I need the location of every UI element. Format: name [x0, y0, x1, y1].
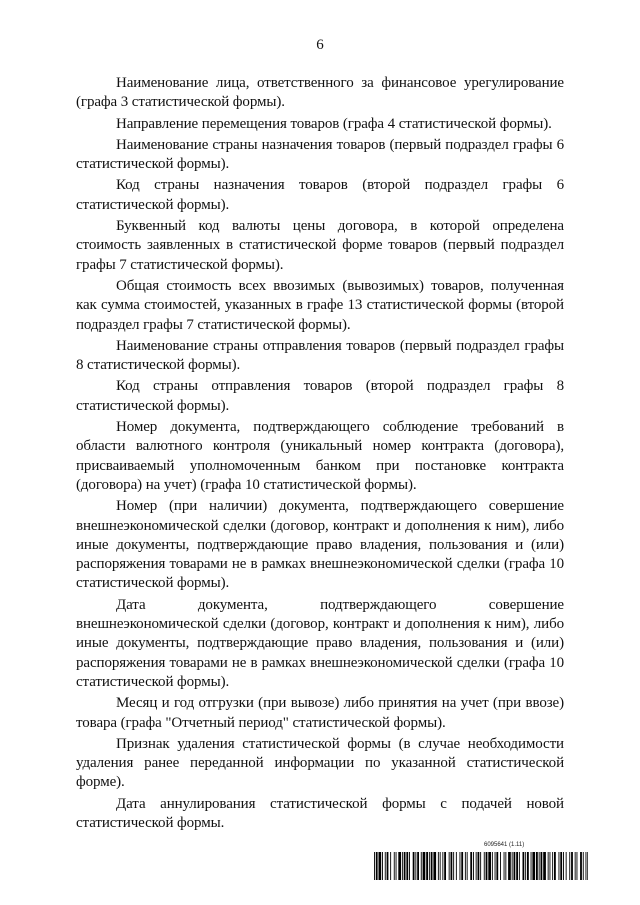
paragraph-dispatch-country-code: Код страны отправления товаров (второй подраздел графы 8 статистической формы).	[76, 378, 564, 414]
paragraph-currency-control-document: Номер документа, подтверждающего соблюдение требований в области валютного контроля (уникальный номер контракта (договора), присваиваемый уполномоченным банком при постановке контракта (договора) на учет) (графа 10 статистической формы).	[76, 419, 564, 493]
paragraph-total-value: Общая стоимость всех ввозимых (вывозимых) товаров, полученная как сумма стоимостей, указанных в графе 13 статистической формы (второй подраздел графы 7 статистической формы).	[76, 277, 564, 333]
barcode-label: 6095641 (1.11)	[484, 842, 525, 848]
document-body	[76, 74, 564, 835]
paragraph-deletion-flag: Признак удаления статистической формы (в случае необходимости удаления ранее переданной информации по указанной статистической форме).	[76, 735, 564, 791]
paragraph-responsible-person: Наименование лица, ответственного за финансовое урегулирование (графа 3 статистической формы).	[76, 75, 564, 111]
paragraph-destination-country-name: Наименование страны назначения товаров (первый подраздел графы 6 статистической формы).	[76, 136, 564, 173]
paragraph-destination-country-code: Код страны назначения товаров (второй подраздел графы 6 статистической формы).	[76, 177, 564, 213]
paragraph-cancellation-date: Дата аннулирования статистической формы с подачей новой статистической формы.	[76, 795, 564, 831]
paragraph-deal-document-date: Дата документа, подтверждающего совершение внешнеэкономической сделки (договор, контракт и дополнения к ним), либо иные документы, подтверждающие право владения, пользования и (или) распоряжения товарами не в рамках внешнеэкономической сделки (графа 10 статистической формы).	[76, 596, 564, 690]
paragraph-movement-direction: Направление перемещения товаров (графа 4 статистической формы).	[116, 115, 552, 132]
paragraph-deal-document-number: Номер (при наличии) документа, подтверждающего совершение внешнеэкономической сделки (договор, контракт и дополнения к ним), либо иные документы, подтверждающие право владения, пользования и (или) распоряжения товарами не в рамках внешнеэкономической сделки (графа 10 статистической формы).	[76, 498, 564, 592]
paragraph-dispatch-country-name: Наименование страны отправления товаров (первый подраздел графы 8 статистической формы).	[76, 337, 564, 374]
page-number: 6	[316, 37, 324, 53]
barcode-icon	[374, 852, 588, 880]
paragraph-currency-code: Буквенный код валюты цены договора, в которой определена стоимость заявленных в статистической форме товаров (первый подраздел графы 7 статистической формы).	[76, 218, 564, 273]
paragraph-reporting-period: Месяц и год отгрузки (при вывозе) либо принятия на учет (при ввозе) товара (графа "Отчетный период" статистической формы).	[76, 695, 564, 731]
